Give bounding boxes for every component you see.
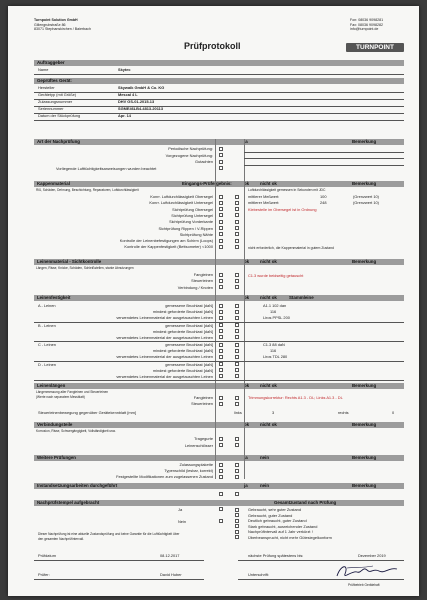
- art-row-checkbox[interactable]: [219, 147, 223, 151]
- links-label: links: [234, 410, 242, 415]
- date-value: 08.12.2017: [160, 553, 180, 558]
- section-verbindung: Verbindungsteile ok nicht ok Bemerkung: [34, 422, 404, 428]
- weitere-row-label: Festgestellte Modifikationen zum zugelassenen Zustand: [116, 474, 213, 479]
- festigkeit-row-label: verwendetes Leinenmaterial der ausgetauschten Leinen: [116, 354, 213, 359]
- festigkeit-value-1: A1.1 102 dan: [263, 303, 287, 308]
- festigkeit-ok-checkbox[interactable]: [219, 323, 223, 327]
- geraet-label: Hersteller: [38, 85, 55, 90]
- section-kappen: Kappenmaterial Eingangs-Prüfergebnis: ok nicht ok Bemerkung: [34, 181, 404, 187]
- state-label: Stark gebraucht, ausreichender Zustand: [248, 523, 318, 529]
- links-value: 3: [272, 410, 275, 415]
- laengen-row-label: Steuerleinen: [191, 401, 213, 406]
- leinen-notok-checkbox[interactable]: [235, 279, 239, 283]
- kappen-row-label: Sichtprüfung Untersegel: [171, 212, 213, 218]
- geraet-label: Zulassungsnummer: [38, 99, 73, 104]
- pruef-ja-label: Ja: [178, 507, 183, 512]
- kappen-bottom-note: nicht erforderlich, die Kappenmaterial in gutem Zustand: [248, 246, 334, 250]
- kappen-notok-checkbox[interactable]: [235, 207, 239, 211]
- festigkeit-row-label: mindest geforderte Bruchlast [daN]: [152, 328, 213, 334]
- festigkeit-notok-checkbox[interactable]: [235, 323, 239, 327]
- row-rule: [34, 99, 404, 100]
- leinen-notok-checkbox[interactable]: [235, 273, 239, 277]
- section-laengen: Leinenlängen ok nicht ok Bemerkung: [34, 383, 404, 389]
- row-rule: [34, 106, 404, 107]
- festigkeit-group-label: B - Leinen: [38, 322, 56, 328]
- section-instand: Instandsetzungsarbeiten durchgeführt ja nein Bemerkung: [34, 483, 404, 489]
- weitere-nein-checkbox[interactable]: [235, 463, 239, 467]
- geraet-value: Mescal 4 L: [118, 92, 138, 97]
- instand-ja-checkbox[interactable]: [219, 492, 223, 496]
- kappen-ok-checkbox[interactable]: [219, 245, 223, 249]
- festigkeit-notok-checkbox[interactable]: [235, 310, 239, 314]
- festigkeit-row-label: verwendetes Leinenmaterial der ausgetauschten Leinen: [116, 334, 213, 340]
- festigkeit-ok-checkbox[interactable]: [219, 374, 223, 378]
- weitere-ja-checkbox[interactable]: [219, 469, 223, 473]
- laengen-sub1: Längenmessung aller Fangleinen und Steuerleinen: [36, 390, 109, 394]
- row-rule: [34, 120, 404, 121]
- protocol-sheet: [8, 6, 419, 596]
- laengen-ok-checkbox[interactable]: [219, 402, 223, 406]
- verbindung-row-label: Tragegurte: [194, 436, 213, 441]
- signature-icon: [333, 562, 403, 582]
- festigkeit-ok-checkbox[interactable]: [219, 316, 223, 320]
- pruefer-name: David Huber: [160, 572, 182, 577]
- company-address: [34, 18, 91, 32]
- festigkeit-value-2: 116: [270, 309, 277, 314]
- weitere-nein-checkbox[interactable]: [235, 469, 239, 473]
- festigkeit-notok-checkbox[interactable]: [235, 368, 239, 372]
- row-rule: [244, 158, 404, 159]
- state-label: Gebraucht, guter Zustand: [248, 512, 293, 518]
- row-rule: [34, 92, 404, 93]
- kappen-notok-checkbox[interactable]: [235, 239, 239, 243]
- kappen-row-label: Konrr. Luftdurchlässigkeit Untersegel: [149, 200, 213, 206]
- art-row-checkbox[interactable]: [219, 153, 223, 157]
- section-geraet: Geprüftes Gerät:: [34, 78, 404, 84]
- festigkeit-notok-checkbox[interactable]: [235, 329, 239, 333]
- verbindung-notok-checkbox[interactable]: [235, 443, 239, 447]
- festigkeit-notok-checkbox[interactable]: [235, 304, 239, 308]
- row-rule: [244, 165, 404, 166]
- laengen-notok-checkbox[interactable]: [235, 396, 239, 400]
- kappen-row-label: Konrr. Luftdurchlässigkeit Obersegel: [150, 194, 213, 199]
- verbindung-sub: Korrosion, Risse, Schwergängigkeit, Vollständigkeit usw.: [36, 429, 116, 433]
- laengen-ok-checkbox[interactable]: [219, 396, 223, 400]
- festigkeit-row-label: mindest geforderte Bruchlast [daN]: [152, 348, 213, 353]
- state-label: Deutlich gebraucht, guter Zustand: [248, 518, 307, 523]
- festigkeit-group-label: D - Leinen: [38, 361, 56, 367]
- festigkeit-ok-checkbox[interactable]: [219, 368, 223, 372]
- laengen-red-note: Trimmungskorrektur: Rechts A1.3 - DL; Links A1.3 - DL: [248, 395, 343, 400]
- art-row-checkbox[interactable]: [219, 160, 223, 164]
- kappen-r1-label: mittlerer Meßwert:: [248, 194, 280, 199]
- leinen-row-label: Steuerleinen: [191, 278, 213, 284]
- festigkeit-group-label: A - Leinen: [38, 303, 56, 308]
- festigkeit-ok-checkbox[interactable]: [219, 355, 223, 359]
- company-line: Turnpoint Solution GmbH: [34, 18, 78, 22]
- kappen-row-label: Sichtprüfung Rippen / V-Rippen: [158, 225, 213, 231]
- leinen-sub: Längen, Risse, Knicke, Schäden, Schleißstellen, starke Abnutzungen: [36, 266, 134, 270]
- weitere-nein-checkbox[interactable]: [235, 475, 239, 479]
- festigkeit-group-label: C - Leinen: [38, 342, 56, 347]
- geraet-label: Seriennummer: [38, 106, 64, 111]
- contact-line: Fax: 08036 9098282: [350, 22, 383, 27]
- kappen-row-label: Kontrolle der Kappenfestigkeit (Bettsometer) <1000: [124, 244, 213, 250]
- weitere-ja-checkbox[interactable]: [219, 475, 223, 479]
- label-name: Name: [38, 67, 49, 72]
- state-checkbox[interactable]: [235, 524, 239, 528]
- weitere-ja-checkbox[interactable]: [219, 463, 223, 467]
- festigkeit-ok-checkbox[interactable]: [219, 349, 223, 353]
- festigkeit-value-3: Liros TDL 280: [263, 354, 288, 359]
- festigkeit-row-label: gemessene Bruchlast [daN]: [165, 322, 213, 328]
- laengen-sub2: (Werte nach separatem Messblatt): [36, 395, 85, 399]
- kappen-ok-checkbox[interactable]: [219, 232, 223, 236]
- section-pruef: Nachprüfstempel aufgebracht Gesamtzustand nach Prüfung: [34, 500, 404, 506]
- geraet-value: DHV GS-01-2015-13: [118, 99, 155, 104]
- leinen-ok-checkbox[interactable]: [219, 285, 223, 289]
- festigkeit-row-label: mindest geforderte Bruchlast [daN]: [152, 367, 213, 373]
- festigkeit-notok-checkbox[interactable]: [235, 355, 239, 359]
- next-label: nächste Prüfung spätestens bis:: [248, 553, 304, 558]
- state-checkbox[interactable]: [235, 530, 239, 534]
- laengen-notok-checkbox[interactable]: [235, 402, 239, 406]
- festigkeit-row-label: verwendetes Leinenmaterial der ausgetauschten Leinen: [116, 315, 213, 320]
- section-festigkeit: Leinenfestigkeit ok nicht ok Stammleine: [34, 295, 404, 301]
- kappen-row-label: Kontrolle der Leinenbefestigungen am Schirm (Loops): [119, 238, 213, 244]
- state-checkbox[interactable]: [235, 535, 239, 539]
- geraet-value: SGME46LB4-4813-20113: [118, 106, 163, 111]
- art-row-label: Gutachten: [195, 159, 213, 164]
- leinen-row-label: Fangleinen: [193, 272, 213, 277]
- kappen-ok-checkbox[interactable]: [219, 239, 223, 243]
- company-line: 83071 Stephanskirchen / Baierbach: [34, 27, 91, 31]
- pruef-note-2: den gesamten Nachprüfintervall.: [38, 537, 84, 541]
- kappen-ok-checkbox[interactable]: [219, 201, 223, 205]
- pruef-nein-checkbox[interactable]: [219, 519, 223, 523]
- pruefer-label: Prüfer:: [38, 572, 50, 577]
- kappen-r2-value: 248: [320, 200, 327, 205]
- verbindung-ok-checkbox[interactable]: [219, 437, 223, 441]
- kappen-row-label: Sichtprüfung Nähte: [179, 231, 213, 237]
- section-leinen: Leinenmaterial - Sichtkontrolle ok nicht ok Bemerkung: [34, 259, 404, 265]
- kappen-ok-checkbox[interactable]: [219, 213, 223, 217]
- festigkeit-ok-checkbox[interactable]: [219, 304, 223, 308]
- kappen-notok-checkbox[interactable]: [235, 245, 239, 249]
- contact-line: Fon: 08036 9098281: [350, 18, 384, 22]
- kappen-r1-note: (Grenzwert 10): [353, 194, 379, 199]
- kappen-row-label: Sichtprüfung Obersegel: [172, 206, 213, 212]
- contact-line: info@turnpoint.de: [350, 27, 379, 31]
- festigkeit-row-label: gemessene Bruchlast [daN]: [165, 342, 213, 347]
- festigkeit-notok-checkbox[interactable]: [235, 374, 239, 378]
- geraet-label: Gerätetyp (mit Größe): [38, 92, 77, 97]
- page-title: Prüfprotokoll: [184, 41, 241, 51]
- geraet-label: Datum der Stückprüfung: [38, 113, 81, 118]
- company-contact: [350, 18, 383, 32]
- row-rule: [244, 152, 404, 153]
- kappen-ok-checkbox[interactable]: [219, 220, 223, 224]
- festigkeit-value-3: Liros PPSL 200: [263, 315, 290, 320]
- section-weitere: Weitere Prüfungen ja nein Bemerkung: [34, 455, 404, 461]
- festigkeit-notok-checkbox[interactable]: [235, 362, 239, 366]
- art-note: Vorliegende Lufttüchtigkeitsanweisungen wurden beachtet: [56, 166, 157, 171]
- leinen-row-label: Verbindung / Knoten: [177, 284, 213, 290]
- kappen-ok-checkbox[interactable]: [219, 207, 223, 211]
- turnpoint-logo: TURNPOINT: [346, 43, 404, 52]
- verbindung-row-label: Leinenschlösser: [184, 442, 213, 448]
- art-row-label: Periodische Nachprüfung:: [168, 146, 213, 151]
- state-label: Überbeansprucht, nicht mehr Gütesiegelkonform: [248, 534, 332, 540]
- leinen-notok-checkbox[interactable]: [235, 285, 239, 289]
- section-auftraggeber: Auftraggeber: [34, 60, 404, 66]
- weitere-row-label: Typenschild (lesbar, korrekt): [164, 468, 213, 473]
- kappen-notok-checkbox[interactable]: [235, 232, 239, 236]
- festigkeit-ok-checkbox[interactable]: [219, 335, 223, 339]
- leinen-ok-checkbox[interactable]: [219, 279, 223, 283]
- verbindung-ok-checkbox[interactable]: [219, 443, 223, 447]
- next-value: Dezember 2019: [358, 553, 386, 558]
- festigkeit-ok-checkbox[interactable]: [219, 343, 223, 347]
- festigkeit-notok-checkbox[interactable]: [235, 343, 239, 347]
- sign-label: Unterschrift:: [248, 572, 269, 577]
- kappen-notok-checkbox[interactable]: [235, 226, 239, 230]
- rechts-label: rechts: [338, 410, 349, 415]
- state-checkbox[interactable]: [235, 508, 239, 512]
- rechts-value: 0: [392, 410, 395, 415]
- pruef-note-1: Dieser Nachprüfung ist eine aktuelle Zustandsprüfung und keine Garantie für die Lufttüchtigkeit über: [38, 532, 180, 536]
- weitere-row-label: Zulassungsplakette: [179, 462, 213, 467]
- kappen-notok-checkbox[interactable]: [235, 201, 239, 205]
- festigkeit-ok-checkbox[interactable]: [219, 310, 223, 314]
- festigkeit-ok-checkbox[interactable]: [219, 329, 223, 333]
- festigkeit-notok-checkbox[interactable]: [235, 316, 239, 320]
- festigkeit-row-label: gemessene Bruchlast [daN]: [165, 303, 213, 308]
- pruef-ja-checkbox[interactable]: [219, 507, 223, 511]
- row-rule: [34, 113, 404, 114]
- state-checkbox[interactable]: [235, 519, 239, 523]
- festigkeit-row-label: gemessene Bruchlast [daN]: [165, 361, 213, 367]
- festigkeit-notok-checkbox[interactable]: [235, 335, 239, 339]
- ort-label: Prüfdatum: [38, 553, 56, 558]
- kappen-r2-note: (Grenzwert 10): [353, 200, 379, 205]
- verbindung-notok-checkbox[interactable]: [235, 437, 239, 441]
- festigkeit-ok-checkbox[interactable]: [219, 362, 223, 366]
- festigkeit-row-label: mindest geforderte Bruchlast [daN]: [152, 309, 213, 314]
- art-row-label: Vorgezogene Nachprüfung:: [165, 152, 213, 158]
- kappen-ok-checkbox[interactable]: [219, 195, 223, 199]
- instand-nein-checkbox[interactable]: [235, 492, 239, 496]
- kappen-sub: Riß, Schäden, Dehnung, Beschichtung, Reparaturen, Luftdurchlässigkeit: [36, 188, 139, 192]
- state-label: Gebraucht, sehr guter Zustand: [248, 507, 301, 512]
- art-note-checkbox[interactable]: [219, 166, 223, 170]
- kappen-notok-checkbox[interactable]: [235, 220, 239, 224]
- laengen-row-label: Fangleinen: [193, 395, 213, 400]
- kappen-r2-label: mittlerer Meßwert:: [248, 200, 280, 205]
- kappen-row-label: Sichtprüfung Vorderkante: [169, 219, 213, 225]
- stamp-label: Prüfbetrieb Gerätehaft: [348, 583, 380, 587]
- row-rule: [34, 380, 404, 381]
- company-line: Gillengrubstraße 86: [34, 22, 66, 27]
- brake-label: Steuerleinenbewegung gegenüber Gerätekennblatt [mm]: [38, 410, 136, 415]
- kappen-notok-checkbox[interactable]: [235, 213, 239, 217]
- section-art: Art der Nachprüfung ja Bemerkung: [34, 139, 404, 145]
- festigkeit-value-2: 116: [270, 348, 277, 353]
- kappen-red-note: Klebestelle im Obersegel ist in Ordnung: [248, 207, 317, 212]
- pruef-nein-label: Nein: [178, 519, 187, 524]
- kappen-notok-checkbox[interactable]: [235, 195, 239, 199]
- kappen-ok-checkbox[interactable]: [219, 226, 223, 230]
- festigkeit-notok-checkbox[interactable]: [235, 349, 239, 353]
- leinen-ok-checkbox[interactable]: [219, 273, 223, 277]
- kappen-remark-header: Luftdurchlässigkeit gemessen in Sekunden mit JDC: [248, 188, 326, 192]
- value-name: Skytec: [118, 67, 131, 72]
- state-checkbox[interactable]: [235, 513, 239, 517]
- geraet-value: Skywalk GmbH & Co. KG: [118, 85, 165, 90]
- state-label: Nachprüfintervall auf 1 Jahr verkürzt !: [248, 529, 313, 534]
- festigkeit-row-label: verwendetes Leinenmaterial der ausgetauschten Leinen: [116, 373, 213, 379]
- kappen-r1-value: 100: [320, 194, 327, 199]
- geraet-value: Apr. 14: [118, 113, 131, 118]
- festigkeit-value-1: C1.3 88 daN: [263, 342, 285, 347]
- leinen-red-note: C1.3 wurde beidseitig getauscht: [248, 273, 304, 278]
